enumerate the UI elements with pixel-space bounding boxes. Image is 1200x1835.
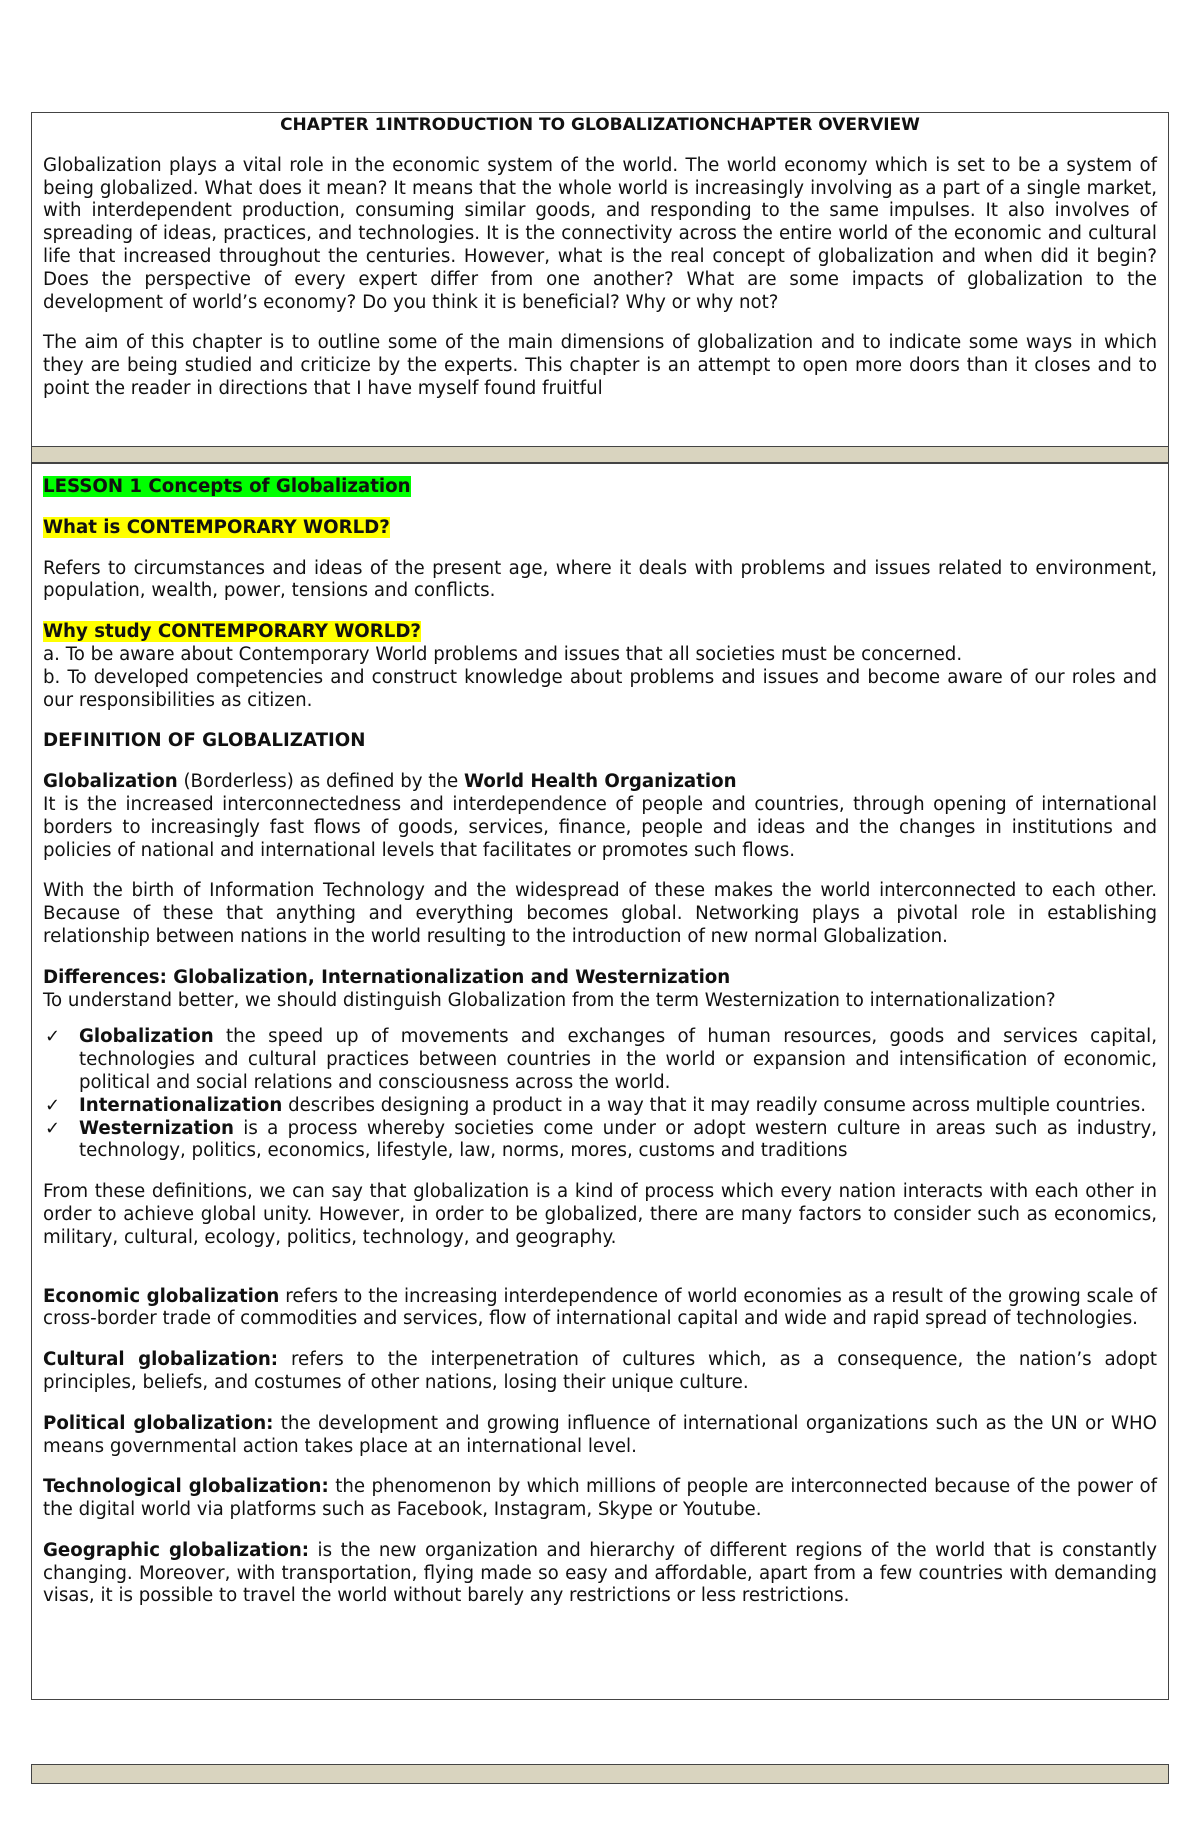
- overview-paragraph-2: The aim of this chapter is to outline some of the main dimensions of globalization and to indicate some ways in which they are being studied and criticize by the experts. This chapter is an attempt to open more doors than it closes and to point the reader in directions that I have myself found fruitful: [43, 332, 1157, 399]
- type-term: Geographic globalization:: [43, 1539, 310, 1561]
- globalization-type-geographic: [43, 1540, 1157, 1608]
- checklist-item: [43, 1118, 1157, 1164]
- checklist-text: the speed up of movements and exchanges of human resources, goods and services capital, technologies and cultural practices between countries in the world or expansion and intensification of economic, political and social relations and consciousness across the world.: [79, 1026, 1157, 1093]
- type-text: refers to the interpenetration of cultures which, as a consequence, the nation’s adopt principles, beliefs, and costumes of other nations, losing their unique culture.: [43, 1349, 1157, 1393]
- type-text: refers to the increasing interdependence of world economies as a result of the growing scale of cross-border trade of commodities and services, flow of international capital and wide and rapid spread of technologies.: [43, 1285, 1157, 1330]
- differences-heading: Differences: Globalization, Internationalization and Westernization: [43, 966, 731, 988]
- question-why-heading: Why study CONTEMPORARY WORLD?: [43, 621, 421, 643]
- checkmark-icon: ✓: [45, 1026, 61, 1048]
- overview-paragraph-1: Globalization plays a vital role in the economic system of the world. The world economy which is set to be a system of being globalized. What does it mean? It means that the whole world is increasingly involving as a part of a single market, with interdependent production, consuming similar goods, and responding to the same impulses. It also involves of spreading of ideas, practices, and technologies. It is the connectivity across the entire world of the economic and cultural life that increased throughout the centuries. However, what is the real concept of globalization and when did it begin? Does the perspective of every expert differ from one another? What are some impacts of globalization to the development of world’s economy? Do you think it is beneficial? Why or why not?: [43, 154, 1157, 313]
- checkmark-icon: ✓: [45, 1094, 61, 1116]
- checklist-term: Internationalization: [79, 1094, 283, 1116]
- checklist-term: Globalization: [79, 1026, 214, 1048]
- checklist-text: describes designing a product in a way that it may readily consume across multiple countries.: [282, 1094, 1147, 1116]
- type-text: the development and growing influence of international organizations such as the UN or WHO means governmental action takes place at an international level.: [43, 1412, 1157, 1457]
- definition-heading: DEFINITION OF GLOBALIZATION: [43, 730, 366, 752]
- answer-why-b: b. To developed competencies and construct knowledge about problems and issues and become aware of our roles and our responsibilities as citizen.: [43, 666, 1157, 711]
- checklist-item: [43, 1095, 1157, 1118]
- who-definition-heading: [43, 771, 1157, 794]
- section-divider-band: [31, 446, 1169, 463]
- globalization-type-technological: [43, 1476, 1157, 1522]
- type-term: Political globalization:: [43, 1412, 274, 1434]
- differences-checklist: [43, 1026, 1157, 1163]
- information-technology-paragraph: With the birth of Information Technology and the widespread of these makes the world interconnected to each other. Because of these that anything and everything becomes global. Networking plays a pivotal role in establishing relationship between nations in the world resulting to the introduction of new normal Globalization.: [43, 880, 1157, 947]
- checklist-text: is a process whereby societies come under or adopt western culture in areas such as industry, technology, politics, economics, lifestyle, law, norms, mores, customs and traditions: [79, 1117, 1157, 1162]
- differences-intro: To understand better, we should distinguish Globalization from the term Westernization to internationalization?: [43, 989, 1056, 1011]
- checklist-item: [43, 1026, 1157, 1094]
- chapter-title: CHAPTER 1INTRODUCTION TO GLOBALIZATIONCHAPTER OVERVIEW: [280, 115, 920, 135]
- who-term: Globalization: [43, 771, 178, 793]
- lesson-box: [31, 463, 1169, 1700]
- globalization-type-economic: [43, 1286, 1157, 1332]
- lesson-title: LESSON 1 Concepts of Globalization: [43, 476, 411, 497]
- globalization-type-political: [43, 1413, 1157, 1459]
- definitions-summary-paragraph: From these definitions, we can say that globalization is a kind of process which every nation interacts with each other in order to achieve global unity. However, in order to be globalized, there are many factors to consider such as economics, military, cultural, ecology, politics, technology, and geography.: [43, 1181, 1157, 1248]
- footer-divider-band: [31, 1764, 1169, 1784]
- who-org: World Health Organization: [463, 771, 737, 793]
- type-term: Technological globalization:: [43, 1476, 329, 1498]
- who-definition-text: It is the increased interconnectedness and interdependence of people and countries, through opening of international borders to increasingly fast flows of goods, services, finance, people and ideas and the changes in institutions and policies of national and international levels that facilitates or promotes such flows.: [43, 793, 1157, 861]
- checkmark-icon: ✓: [45, 1117, 61, 1139]
- type-text: is the new organization and hierarchy of different regions of the world that is constantly changing. Moreover, with transportation, flying made so easy and affordable, apart from a few countries with demanding visas, it is possible to travel the world without barely any restrictions or less restrictions.: [43, 1539, 1157, 1607]
- answer-what-paragraph: Refers to circumstances and ideas of the present age, where it deals with problems and issues related to environment, population, wealth, power, tensions and conflicts.: [43, 557, 1157, 602]
- type-term: Economic globalization: [43, 1285, 280, 1307]
- globalization-type-cultural: [43, 1349, 1157, 1395]
- type-term: Cultural globalization:: [43, 1349, 279, 1371]
- who-mid: (Borderless) as defined by the: [177, 771, 464, 793]
- answer-why-a: a. To be aware about Contemporary World problems and issues that all societies must be concerned.: [43, 643, 963, 665]
- checklist-term: Westernization: [79, 1117, 234, 1139]
- chapter-overview-box: [31, 112, 1169, 447]
- question-what-heading: What is CONTEMPORARY WORLD?: [43, 516, 390, 538]
- type-text: the phenomenon by which millions of people are interconnected because of the power of the digital world via platforms such as Facebook, Instagram, Skype or Youtube.: [43, 1476, 1157, 1521]
